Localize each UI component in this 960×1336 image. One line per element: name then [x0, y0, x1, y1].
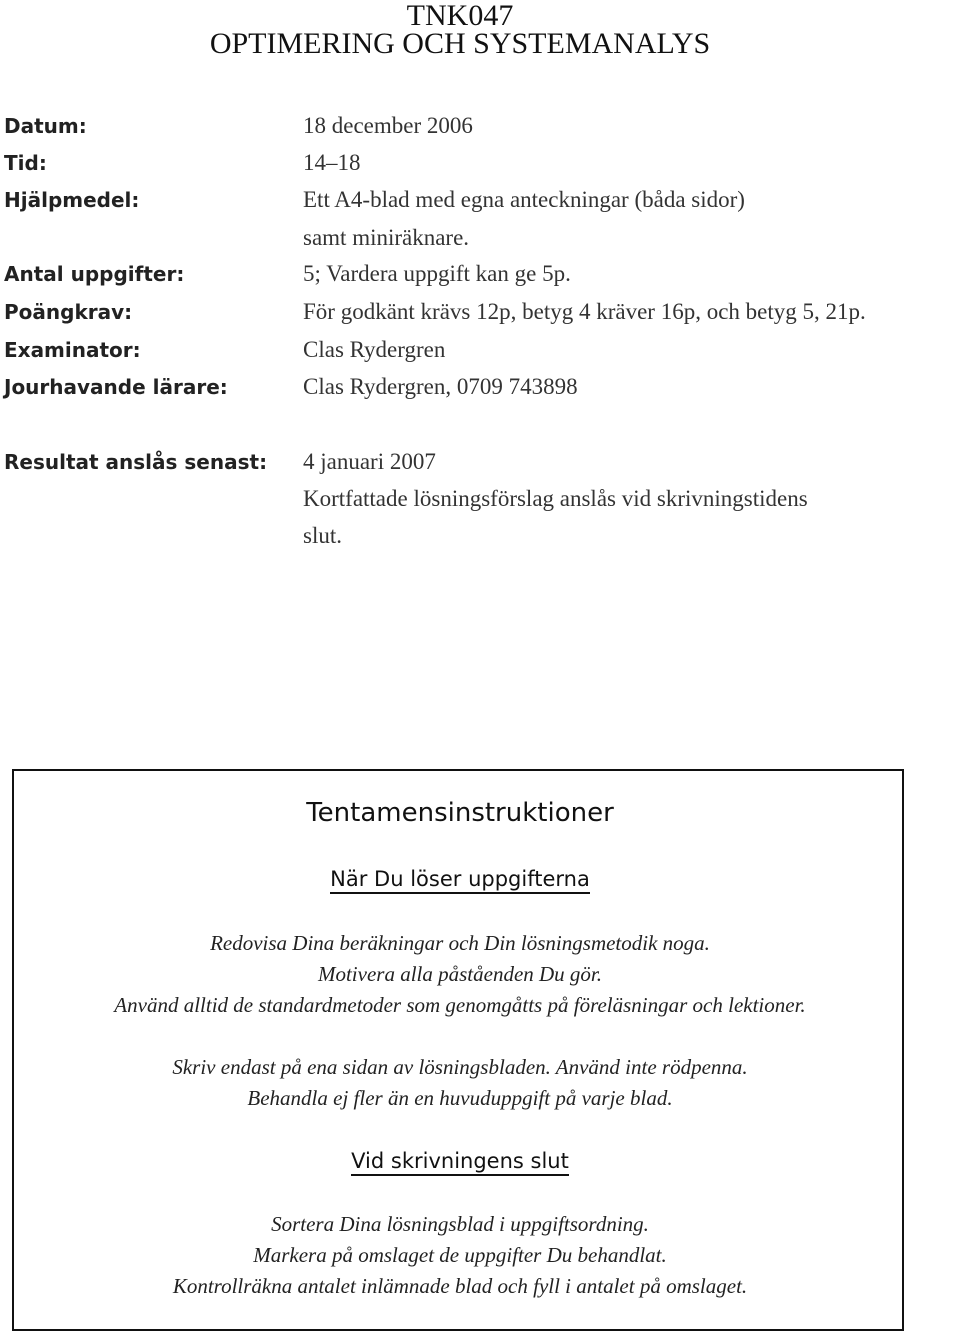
- section1-line: Använd alltid de standardmetoder som genomgåtts på föreläsningar och lektioner.: [114, 993, 806, 1017]
- result-label: Resultat anslås senast:: [4, 450, 268, 474]
- instructions-box: [12, 769, 904, 1331]
- poangkrav-value: För godkänt krävs 12p, betyg 4 kräver 16p, och betyg 5, 21p.: [303, 299, 866, 324]
- examinator-label: Examinator:: [4, 338, 141, 362]
- info-row-result-cont2: [0, 520, 960, 552]
- instructions-title: Tentamensinstruktioner: [306, 798, 614, 828]
- antal-value: 5; Vardera uppgift kan ge 5p.: [303, 261, 571, 286]
- datum-label: Datum:: [4, 114, 87, 138]
- section2-line: Kontrollräkna antalet inlämnade blad och fyll i antalet på omslaget.: [172, 1274, 748, 1298]
- info-row-hjalpmedel: [0, 184, 960, 216]
- info-row-tid: [0, 147, 960, 179]
- poangkrav-label: Poängkrav:: [4, 300, 133, 324]
- info-row-result-cont1: [0, 483, 960, 515]
- antal-label: Antal uppgifter:: [4, 262, 185, 286]
- datum-value: 18 december 2006: [303, 113, 473, 138]
- jourhavande-value: Clas Rydergren, 0709 743898: [303, 374, 578, 399]
- section1-heading-text: När Du löser uppgifterna: [330, 867, 590, 894]
- course-name: OPTIMERING OCH SYSTEMANALYS: [209, 27, 711, 60]
- section1-line: Behandla ej fler än en huvuduppgift på varje blad.: [247, 1086, 673, 1110]
- tid-label: Tid:: [4, 151, 47, 175]
- section2-line: Markera på omslaget de uppgifter Du behandlat.: [253, 1243, 667, 1267]
- examinator-value: Clas Rydergren: [303, 337, 446, 362]
- info-row-poangkrav: [0, 296, 960, 328]
- info-row-result: [0, 446, 960, 478]
- hjalpmedel-label: Hjälpmedel:: [4, 188, 140, 212]
- section2-heading-text: Vid skrivningens slut: [351, 1149, 569, 1176]
- section1-heading: [14, 865, 906, 893]
- info-row-datum: [0, 110, 960, 142]
- result-value-line3: slut.: [303, 523, 342, 548]
- tid-value: 14–18: [303, 150, 361, 175]
- section1-line: Redovisa Dina beräkningar och Din lösningsmetodik noga.: [210, 931, 710, 955]
- result-value-line1: 4 januari 2007: [303, 449, 436, 474]
- section2-line: Sortera Dina lösningsblad i uppgiftsordning.: [271, 1212, 649, 1236]
- hjalpmedel-value-line2: samt miniräknare.: [303, 225, 470, 250]
- info-row-hjalpmedel-cont: [0, 222, 960, 254]
- section1-line: Skriv endast på ena sidan av lösningsbladen. Använd inte rödpenna.: [172, 1055, 748, 1079]
- info-row-jourhavande: [0, 371, 960, 403]
- hjalpmedel-value-line1: Ett A4-blad med egna anteckningar (båda sidor): [303, 187, 745, 212]
- info-row-antal: [0, 258, 960, 290]
- result-value-line2: Kortfattade lösningsförslag anslås vid skrivningstidens: [303, 486, 808, 511]
- section1-line: Motivera alla påståenden Du gör.: [317, 962, 603, 986]
- info-row-examinator: [0, 334, 960, 366]
- jourhavande-label: Jourhavande lärare:: [4, 375, 228, 399]
- course-code: TNK047: [406, 0, 514, 32]
- section2-heading: [14, 1147, 906, 1175]
